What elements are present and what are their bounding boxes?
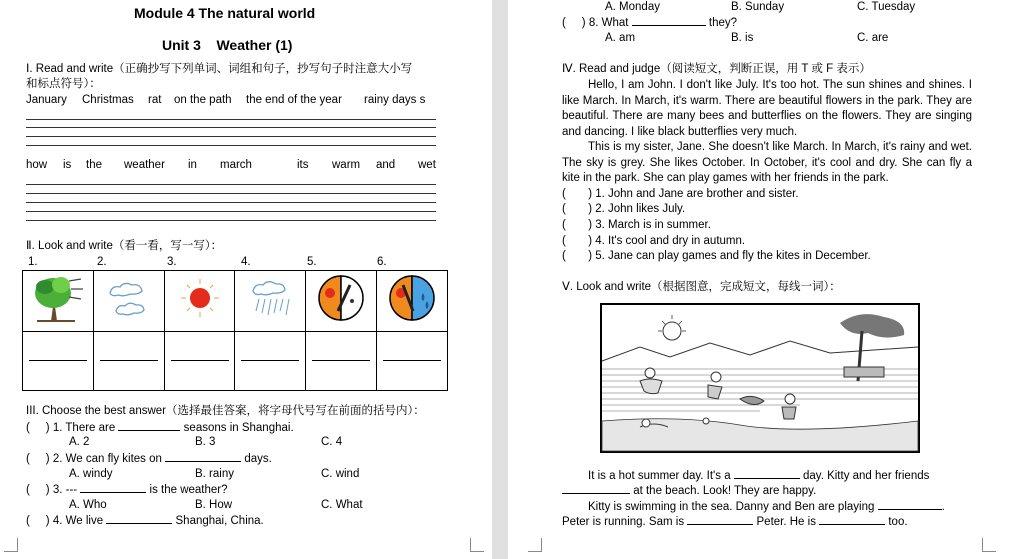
crop-mark (4, 538, 18, 552)
answer-blank[interactable] (235, 331, 306, 390)
option-a[interactable]: A. am (605, 32, 636, 44)
section-4-heading: Ⅳ. Read and judge（阅读短文，判断正误，用 T 或 F 表示） (562, 63, 871, 75)
answer-blank[interactable] (165, 451, 241, 462)
sentence-word: how (26, 159, 48, 171)
answer-blank[interactable] (687, 514, 753, 525)
writing-line[interactable] (26, 136, 436, 137)
judge-item-3[interactable]: ( ) 3. March is in summer. (562, 219, 711, 231)
sentence-word: the (86, 159, 102, 171)
word-end-of-year: the end of the year (246, 94, 342, 106)
passage-line-4: Peter is running. Sam is Peter. He is too. (562, 516, 908, 528)
section-5-heading: Ⅴ. Look and write（根据图意，完成短文，每线一词）： (562, 281, 841, 293)
pic-number: 4. (241, 256, 251, 268)
sentence-word: its (297, 159, 309, 171)
option-b[interactable]: B. is (731, 32, 754, 44)
answer-blank[interactable] (819, 514, 885, 525)
reading-paragraph-2: This is my sister, Jane. She doesn't like March. In March, it's rainy and wet. The sky is grey. She likes October. In October, it's cool and dry. She can fly a kite in the park. She can play games with her friends in the park. (562, 141, 972, 184)
option-b[interactable]: B. 3 (195, 436, 216, 448)
answer-blank[interactable] (632, 15, 706, 26)
question-1: ( ) 1. There are seasons in Shanghai. (26, 422, 294, 434)
judge-item-5[interactable]: ( ) 5. Jane can play games and fly the kites in December. (562, 250, 871, 262)
pic-number: 5. (307, 256, 317, 268)
writing-line[interactable] (26, 184, 436, 185)
answer-blank[interactable] (562, 483, 630, 494)
answer-blank[interactable] (734, 468, 800, 479)
crop-mark (528, 538, 542, 552)
answer-blank[interactable] (306, 331, 377, 390)
option-c[interactable]: C. Tuesday (857, 1, 916, 13)
judge-item-2[interactable]: ( ) 2. John likes July. (562, 203, 686, 215)
question-4: ( ) 4. We live Shanghai, China. (26, 515, 264, 527)
hot-thermometer-icon (306, 271, 377, 332)
word-january: January (26, 94, 67, 106)
cold-thermometer-icon (377, 271, 448, 332)
pic-number: 2. (97, 256, 107, 268)
word-rainy-days: rainy days s (364, 94, 426, 106)
answer-blank[interactable] (377, 331, 448, 390)
sentence-word: is (63, 159, 72, 171)
section-2-heading: Ⅱ. Look and write（看一看，写一写）： (26, 240, 223, 252)
right-page (508, 0, 1016, 559)
sentence-word: weather (124, 159, 165, 171)
word-christmas: Christmas (82, 94, 134, 106)
pic-number: 1. (28, 256, 38, 268)
sentence-word: wet (418, 159, 436, 171)
unit-title: Unit 3 Weather (1) (162, 37, 293, 53)
passage-line-3: Kitty is swimming in the sea. Danny and Ben are playing . (588, 501, 945, 513)
option-c[interactable]: C. What (321, 499, 363, 511)
page-gutter (492, 0, 508, 559)
passage-line-2: at the beach. Look! They are happy. (562, 483, 816, 500)
question-8: ( ) 8. What they? (562, 17, 738, 29)
judge-item-4[interactable]: ( ) 4. It's cool and dry in autumn. (562, 235, 746, 247)
pic-number: 6. (377, 256, 387, 268)
option-c[interactable]: C. wind (321, 468, 360, 480)
weather-picture-table (22, 270, 448, 391)
option-a[interactable]: A. Who (69, 499, 107, 511)
question-3: ( ) 3. --- is the weather? (26, 484, 228, 496)
question-2: ( ) 2. We can fly kites on days. (26, 453, 272, 465)
word-rat: rat (148, 94, 162, 106)
option-c[interactable]: C. 4 (321, 436, 343, 448)
section-1-heading: Ⅰ. Read and write（正确抄写下列单词、词组和句子，抄写句子时注意大小写 (26, 63, 413, 75)
module-title: Module 4 The natural world (134, 5, 316, 21)
section-1-heading-cont: 和标点符号）： (26, 78, 101, 90)
reading-paragraph-1: Hello, I am John. I don't like July. It's too hot. The sun shines and shines. I like March. In March, it's warm. There are beautiful flowers in the park. They are beautiful. There are many bees and butterflies on the flowers. They are singing and dancing. I like black butterflies very much. (562, 79, 972, 138)
crop-mark (470, 538, 484, 552)
answer-blank[interactable] (23, 331, 94, 390)
left-page (0, 0, 492, 559)
writing-line[interactable] (26, 193, 436, 194)
cloudy-icon (93, 271, 164, 332)
beach-scene-image (600, 303, 920, 453)
sentence-word: and (376, 159, 396, 171)
rainy-icon (235, 271, 306, 332)
writing-line[interactable] (26, 202, 436, 203)
answer-blank[interactable] (118, 420, 180, 431)
option-b[interactable]: B. How (195, 499, 233, 511)
crop-mark (982, 538, 996, 552)
writing-line[interactable] (26, 145, 436, 146)
sunny-icon (164, 271, 235, 332)
section-3-heading: III. Choose the best answer（选择最佳答案，将字母代号写在前面的括号内）： (26, 405, 425, 417)
passage-line-1: It is a hot summer day. It's a day. Kitty and her friends (588, 470, 930, 482)
answer-blank[interactable] (93, 331, 164, 390)
word-on-the-path: on the path (174, 94, 232, 106)
writing-line[interactable] (26, 220, 436, 221)
sentence-word: in (188, 159, 197, 171)
answer-blank[interactable] (164, 331, 235, 390)
answer-blank[interactable] (106, 513, 172, 524)
judge-item-1[interactable]: ( ) 1. John and Jane are brother and sister. (562, 188, 799, 200)
answer-blank[interactable] (80, 482, 146, 493)
sentence-word: warm (332, 159, 361, 171)
windy-tree-icon (23, 271, 94, 332)
writing-line[interactable] (26, 127, 436, 128)
option-a[interactable]: A. 2 (69, 436, 90, 448)
option-b[interactable]: B. Sunday (731, 1, 785, 13)
writing-line[interactable] (26, 211, 436, 212)
pic-number: 3. (167, 256, 177, 268)
answer-blank[interactable] (878, 499, 942, 510)
option-b[interactable]: B. rainy (195, 468, 234, 480)
option-c[interactable]: C. are (857, 32, 889, 44)
option-a[interactable]: A. windy (69, 468, 113, 480)
sentence-word: march (220, 159, 252, 171)
writing-line[interactable] (26, 119, 436, 120)
option-a[interactable]: A. Monday (605, 1, 660, 13)
